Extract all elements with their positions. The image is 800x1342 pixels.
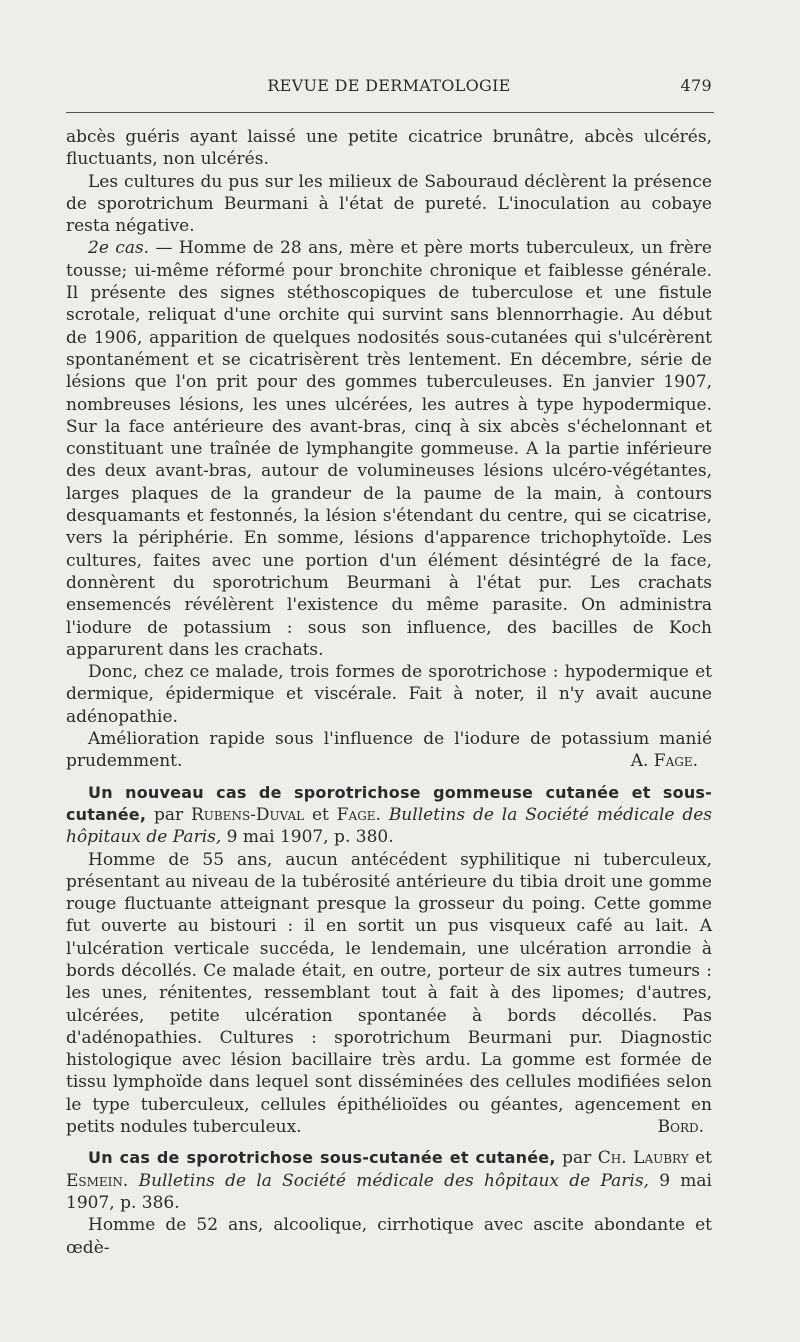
- case-text: — Homme de 28 ans, mère et père morts tuberculeux, un frère tousse; ui-même réformé pour bronchite chronique et faiblesse générale. Il présente des signes stéthoscopiques de tuberculose et une fistule scrotale, reliquat d'une orchite qui survint sans blennorrhagie. Au début de 1906, apparition de quelques nodosités sous-cutanées qui s'ulcérèrent spontanément et se cicatrisèrent très lentement. En décembre, série de lésions que l'on prit pour des gommes tuberculeuses. En janvier 1907, nombreuses lésions, les unes ulcérées, les autres à type hypodermique. Sur la face antérieure des avant-bras, cinq à six abcès s'échelonnant et constituant une traînée de lymphangite gommeuse. A la partie inférieure des deux avant-bras, autour de volumineuses lésions ulcéro-végétantes, larges plaques de la grandeur de la paume de la main, à contours desquamants et festonnés, la lésion s'étendant du centre, qui se cicatrise, vers la périphérie. En somme, lésions d'apparence trichophytoïde. Les cultures, faites avec une portion d'un élément désintégré de la face, donnèrent du sporotrichum Beurmani à l'état pur. Les crachats ensemencés révélèrent l'existence du même parasite. On administra l'iodure de potassium : sous son influence, des bacilles de Koch apparurent dans les crachats.: [66, 238, 712, 660]
- case-paragraph: [66, 237, 712, 661]
- paragraph: Donc, chez ce malade, trois formes de sporotrichose : hypodermique et dermique, épidermique et viscérale. Fait à noter, il n'y avait aucune adénopathie.: [66, 662, 712, 727]
- running-header: [66, 76, 712, 100]
- paragraph-text: Homme de 55 ans, aucun antécédent syphilitique ni tuberculeux, présentant au niveau de la tubérosité antérieure du tibia droit une gomme rouge fluctuante atteignant presque la grosseur du poing. Cette gomme fut ouverte au bistouri : il en sortit un pus visqueux café au lait. A l'ulcération verticale succéda, le lendemain, une ulcération arrondie à bords décollés. Ce malade était, en outre, porteur de six autres tumeurs : les unes, rénitentes, ressemblant tout à fait à des lipomes; d'autres, ulcérées, petite ulcération spontanée à bords décollés. Pas d'adénopathies. Cultures : sporotrichum Beurmani pur. Diagnostic histologique avec lésion bacillaire très ardu. La gomme est formée de tissu lymphoïde dans lequel sont disséminées des cellules modifiées selon le type tuberculeux, cellules épithélioïdes ou géantes, agencement en petits nodules tuberculeux.: [66, 849, 712, 1138]
- journal-citation: Bulletins de la Société médicale des hôpitaux de Paris,: [66, 804, 713, 848]
- article-title: Un nouveau cas de sporotrichose gommeuse cutanée et sous-cutanée,: [66, 782, 712, 824]
- paragraph: Homme de 52 ans, alcoolique, cirrhotique avec ascite abondante et œdè-: [66, 1215, 712, 1258]
- author: Rubens-Duval: [190, 804, 305, 825]
- paragraph: [66, 849, 712, 1139]
- author: Fage.: [336, 804, 381, 825]
- journal-title: REVUE DE DERMATOLOGIE: [267, 76, 511, 95]
- case-label: 2e cas.: [88, 238, 150, 259]
- article-heading: Un cas de sporotrichose sous-cutanée et cutanée, par Ch. Laubry et Esmein. Bulletins de la Société médicale des hôpitaux de Paris, 9 mai 1907, p. 386.: [66, 1148, 713, 1213]
- citation-date: 9 mai 1907, p. 380.: [221, 827, 394, 848]
- paragraph: Les cultures du pus sur les milieux de Sabouraud déclèrent la présence de sporotrichum Beurmani à l'état de pureté. L'inoculation au cobaye resta négative.: [66, 171, 712, 237]
- author: Esmein.: [66, 1170, 129, 1191]
- paragraph: abcès guéris ayant laissé une petite cicatrice brunâtre, abcès ulcérés, fluctuants, non ulcérés.: [66, 127, 712, 170]
- body-text: [66, 126, 712, 1259]
- page-number: 479: [680, 76, 712, 95]
- article-heading: Un nouveau cas de sporotrichose gommeuse cutanée et sous-cutanée, par Rubens-Duval et Fage. Bulletins de la Société médicale des hôpitaux de Paris, 9 mai 1907, p. 380.: [66, 782, 713, 848]
- citation-date: 9 mai 1907, p. 386.: [66, 1170, 712, 1213]
- header-rule: [66, 112, 714, 113]
- author: Ch. Laubry: [597, 1148, 689, 1169]
- paragraph-text: Amélioration rapide sous l'influence de l'iodure de potassium manié prudemment.: [66, 729, 712, 772]
- signature: Bord.: [657, 1117, 704, 1138]
- journal-citation: Bulletins de la Société médicale des hôpitaux de Paris,: [138, 1170, 649, 1191]
- article-title: Un cas de sporotrichose sous-cutanée et cutanée,: [88, 1148, 556, 1168]
- paragraph: [66, 728, 712, 773]
- signature: A. Fage.: [630, 751, 698, 772]
